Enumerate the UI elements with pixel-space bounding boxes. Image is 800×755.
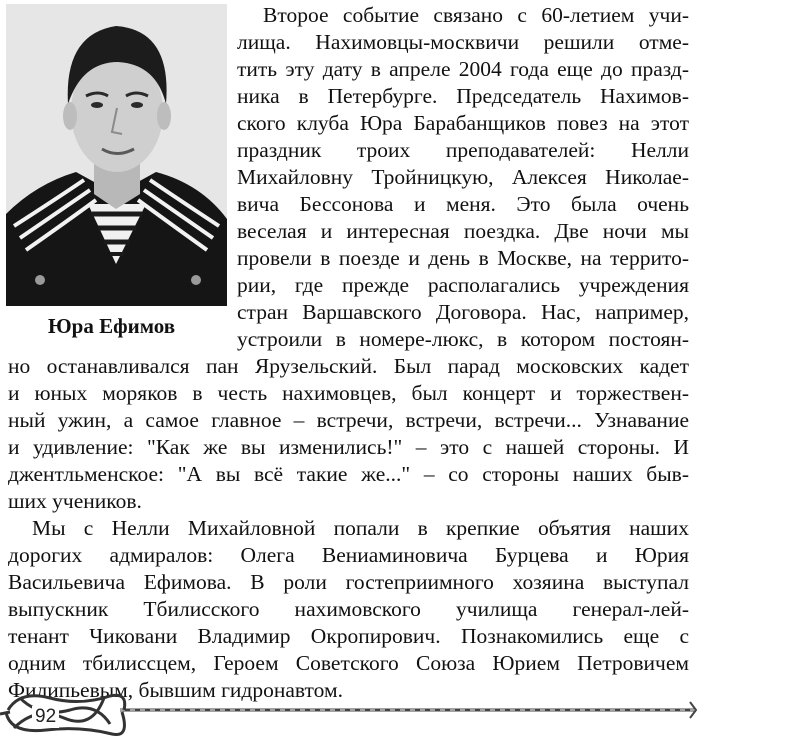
text-line: дорогих адмиралов: Олега Вениаминовича Бурцева и Юрия [8,543,689,567]
text-line: Филипьевым, бывшим гидронавтом. [8,678,343,702]
text-line: Михайловну Тройницкую, Алексея Николае- [237,165,689,189]
text-line: провели в поезде и день в Москве, на террито- [237,246,689,270]
text-line: устроили в номере-люкс, в котором постоян- [237,327,689,351]
text-line: лища. Нахимовцы-москвичи решили отме- [237,30,689,54]
text-line: но останавливался пан Ярузельский. Был парад московских кадет [8,354,689,378]
text-line: джентльменское: "А вы всё такие же..." – со стороны наших быв- [8,462,689,486]
text-line: ный ужин, а самое главное – встречи, встречи, встречи... Узнавание [8,408,689,432]
text-line: тить эту дату в апреле 2004 года еще до празд- [237,57,689,81]
text-line: одним тбилиссцем, Героем Советского Союза Юрием Петровичем [8,651,689,675]
text-line: и юных моряков в честь нахимовцев, был концерт и торжествен- [8,381,689,405]
text-line: и удивление: "Как же вы изменились!" – это с нашей стороны. И [8,435,689,459]
text-line: выпускник Тбилисского нахимовского училища генерал-лей- [8,597,689,621]
text-line: ника в Петербурге. Председатель Нахимов- [237,84,689,108]
text-line: веселая и интересная поездка. Две ночи мы [237,219,689,243]
text-line: ших учеников. [8,489,142,513]
text-line: рии, где прежде располагались учреждения [237,273,689,297]
text-line: Второе событие связано с 60-летием учи- [263,3,689,27]
page-number: 92 [32,706,59,728]
text-line: вича Бессонова и меня. Это была очень [237,192,689,216]
text-line: Васильевича Ефимова. В роли гостеприимного хозяина выступал [8,570,689,594]
rope-knot-icon [0,688,800,750]
text-line: Мы с Нелли Михайловной попали в крепкие объятия наших [32,516,689,540]
photo-caption: Юра Ефимов [48,314,176,338]
text-line: тенант Чиковани Владимир Окропирович. Познакомились еще с [8,624,689,648]
page-footer [0,688,800,750]
text-line: ского клуба Юра Барабанщиков повез на этот [237,111,689,135]
text-line: стран Варшавского Договора. Нас, например, [237,300,689,324]
text-line: праздник троих преподавателей: Нелли [237,138,689,162]
